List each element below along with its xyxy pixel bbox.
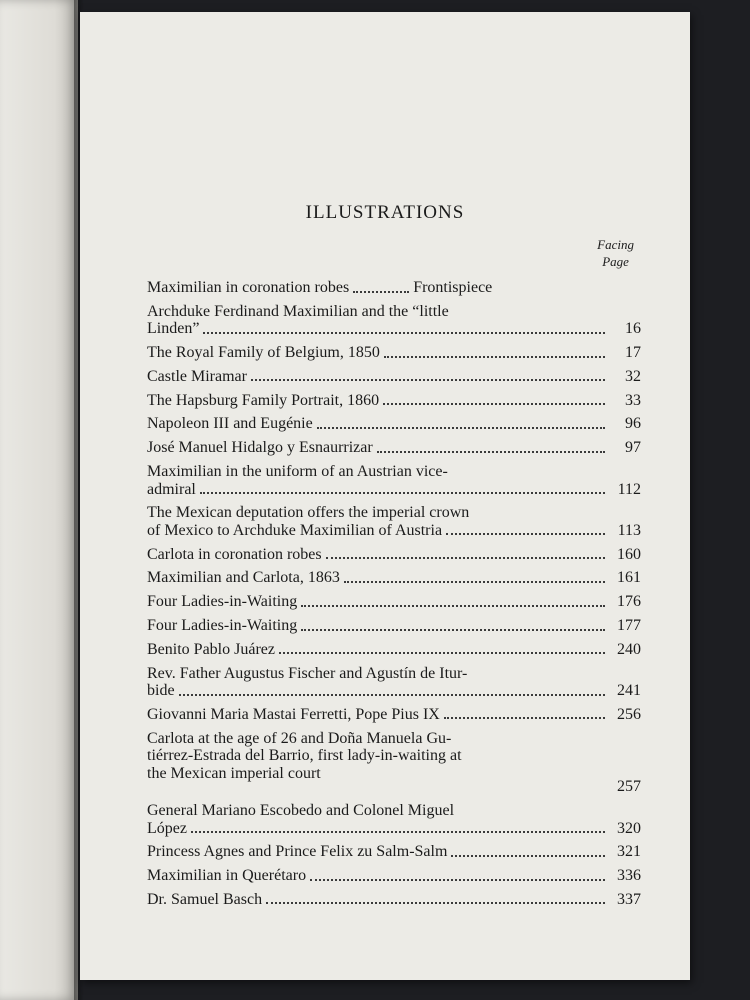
entry-title: Giovanni Maria Mastai Ferretti, Pope Pius IX (147, 705, 440, 723)
dot-leaders (353, 291, 409, 293)
page-number: 112 (617, 480, 641, 498)
page-number: 160 (617, 545, 641, 563)
entry-last-line (147, 545, 641, 564)
dot-leaders (326, 557, 605, 559)
entry-title: Napoleon III and Eugénie (147, 415, 313, 433)
list-item (147, 664, 641, 700)
list-item (147, 391, 641, 410)
page-number: 32 (625, 367, 641, 385)
entry-text-line: tiérrez-Estrada del Barrio, first lady-in-waiting at (147, 747, 462, 765)
entry-last-line (147, 521, 641, 540)
dot-leaders (191, 831, 605, 833)
page-number: 96 (625, 415, 641, 433)
dot-leaders (383, 403, 605, 405)
entry-last-line (147, 593, 641, 611)
dot-leaders (451, 855, 605, 857)
entry-last-line (147, 480, 641, 499)
list-item (147, 617, 641, 635)
entry-title: the Mexican imperial court (147, 764, 321, 782)
illustrations-list (147, 279, 641, 915)
entry-title: López (147, 819, 187, 837)
dot-leaders (301, 605, 605, 607)
page-number: 16 (625, 320, 641, 338)
page-number: 256 (617, 705, 641, 723)
entry-title: bide (147, 682, 175, 700)
entry-title: Dr. Samuel Basch (147, 890, 263, 908)
list-item (147, 729, 641, 796)
page-number: 97 (625, 439, 641, 457)
entry-title: Four Ladies-in-Waiting (147, 617, 298, 635)
entry-last-line (147, 640, 641, 659)
column-header-line-2: Page (602, 254, 629, 269)
entry-text-line: Rev. Father Augustus Fischer and Agustín de Itur- (147, 664, 468, 682)
entry-title: Benito Pablo Juárez (147, 640, 275, 658)
facing-page-column-header (597, 236, 634, 270)
page-number: 320 (617, 819, 641, 837)
page-number: 177 (617, 617, 641, 635)
entry-title: of Mexico to Archduke Maximilian of Austria (147, 521, 443, 539)
entry-last-line (147, 367, 641, 386)
list-item (147, 279, 635, 297)
page-title: ILLUSTRATIONS (305, 202, 465, 223)
entry-last-line (147, 890, 641, 909)
list-item (147, 545, 641, 564)
page-number: 241 (617, 682, 641, 700)
dot-leaders (344, 581, 605, 583)
entry-title: Maximilian and Carlota, 1863 (147, 569, 340, 587)
page-number: 257 (617, 778, 641, 796)
entry-text-line: Carlota at the age of 26 and Doña Manuela Gu- (147, 729, 452, 747)
dot-leaders (377, 451, 605, 453)
list-item (147, 569, 641, 587)
page-number: 336 (617, 867, 641, 885)
entry-last-line (147, 705, 641, 724)
list-item (147, 640, 641, 659)
dot-leaders (444, 717, 605, 719)
entry-last-line (147, 439, 641, 457)
entry-last-line (147, 569, 641, 587)
list-item (147, 705, 641, 724)
entry-title: Maximilian in Querétaro (147, 867, 307, 885)
entry-text-line: Maximilian in the uniform of an Austrian vice- (147, 463, 448, 481)
list-item (147, 344, 641, 362)
dot-leaders (251, 379, 605, 381)
page-number: 33 (625, 391, 641, 409)
page-number: 17 (625, 344, 641, 362)
list-item (147, 439, 641, 457)
dot-leaders (266, 902, 605, 904)
entry-last-line (147, 415, 641, 433)
entry-title: Carlota in coronation robes (147, 545, 322, 563)
entry-title: Maximilian in coronation robes (147, 279, 350, 296)
book-page (80, 12, 690, 980)
dot-leaders (317, 427, 605, 429)
entry-title: Princess Agnes and Prince Felix zu Salm-Salm (147, 843, 448, 861)
dot-leaders (200, 492, 605, 494)
facing-left-page (0, 0, 78, 1000)
entry-title: José Manuel Hidalgo y Esnaurrizar (147, 439, 373, 457)
dot-leaders (279, 652, 605, 654)
entry-text-line: The Mexican deputation offers the imperial crown (147, 504, 470, 522)
list-item (147, 843, 641, 861)
page-number: 176 (617, 593, 641, 611)
entry-last-line (147, 320, 641, 338)
list-item (147, 302, 641, 338)
page-number: 161 (617, 569, 641, 587)
entry-title: Castle Miramar (147, 367, 247, 385)
entry-title: Four Ladies-in-Waiting (147, 593, 298, 611)
entry-last-line (147, 617, 641, 635)
list-item (147, 802, 641, 837)
page-number: 337 (617, 890, 641, 908)
list-item (147, 504, 641, 539)
list-item (147, 463, 641, 498)
list-item (147, 367, 641, 386)
entry-last-line (147, 682, 641, 700)
dot-leaders (446, 533, 605, 535)
dot-leaders (310, 879, 605, 881)
dot-leaders (179, 694, 605, 696)
page-number: 113 (617, 521, 641, 539)
entry-last-line (147, 819, 641, 838)
entry-last-line (147, 391, 641, 410)
dot-leaders (301, 629, 605, 631)
entry-last-line (147, 279, 635, 297)
entry-title: admiral (147, 480, 196, 498)
page-number: 240 (617, 640, 641, 658)
dot-leaders (384, 356, 605, 358)
page-number: Frontispiece (413, 279, 493, 296)
entry-text-line: General Mariano Escobedo and Colonel Miguel (147, 802, 455, 820)
column-header-line-1: Facing (597, 237, 634, 252)
page-number: 321 (617, 843, 641, 861)
entry-last-line (147, 843, 641, 861)
entry-title: The Royal Family of Belgium, 1850 (147, 344, 380, 362)
entry-text-line: Archduke Ferdinand Maximilian and the “little (147, 302, 449, 320)
entry-last-line (147, 344, 641, 362)
list-item (147, 867, 641, 885)
list-item (147, 593, 641, 611)
list-item (147, 415, 641, 433)
dot-leaders (203, 332, 605, 334)
entry-last-line (147, 867, 641, 885)
list-item (147, 890, 641, 909)
entry-title: Linden” (147, 320, 200, 338)
entry-title: The Hapsburg Family Portrait, 1860 (147, 391, 380, 409)
